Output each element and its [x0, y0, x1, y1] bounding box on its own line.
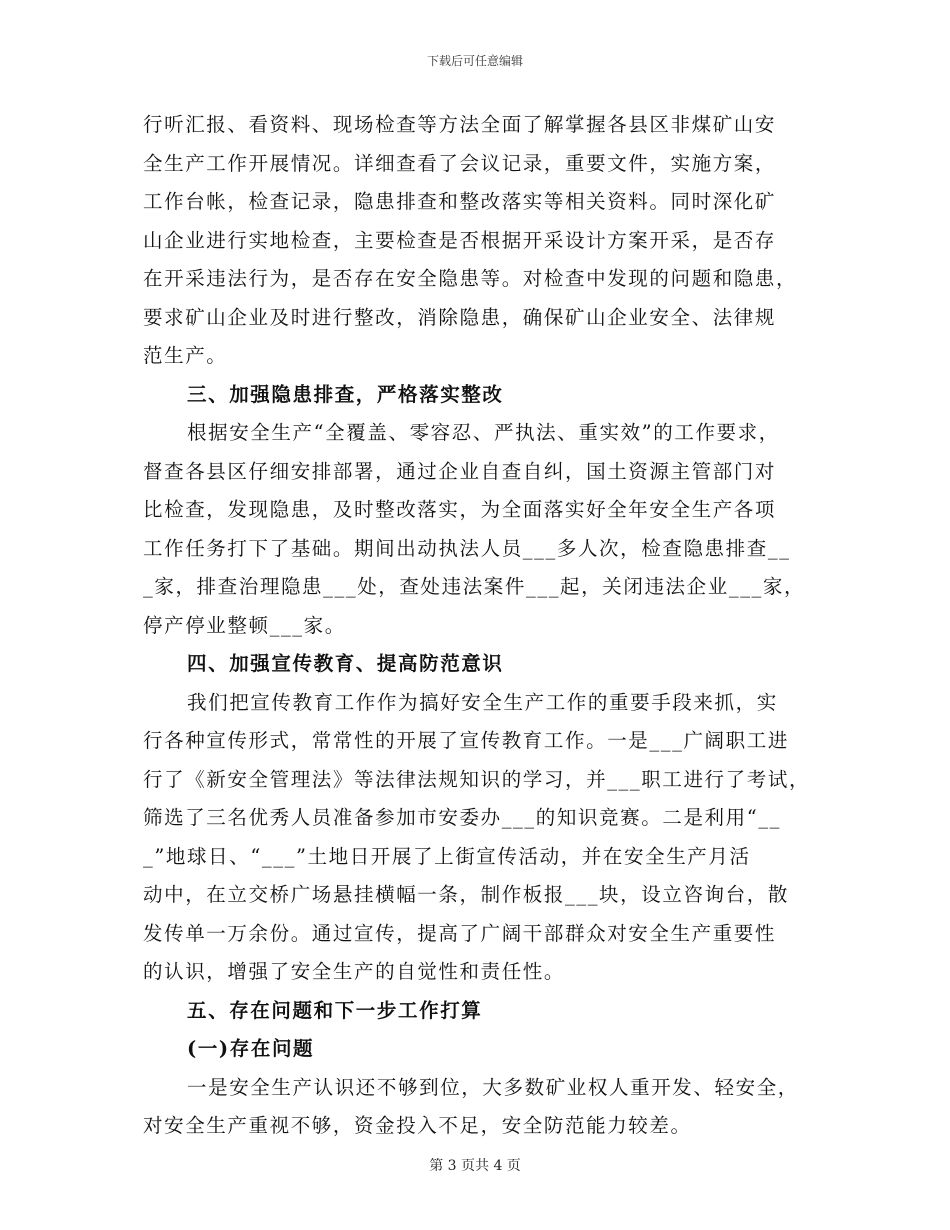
- text-line: 范生产。: [143, 344, 228, 367]
- text-line: 山企业进行实地检查，主要检查是否根据开采设计方案开采，是否存: [143, 228, 777, 252]
- text-line: 筛选了三名优秀人员准备参加市安委办___的知识竞赛。二是利用“__: [143, 806, 782, 829]
- text-line: 要求矿山企业及时进行整改，消除隐患，确保矿山企业安全、法律规: [143, 305, 777, 329]
- text-line: 工作任务打下了基础。期间出动执法人员___多人次，检查隐患排查__: [143, 536, 791, 560]
- text-line: _家，排查治理隐患___处，查处违法案件___起，关闭违法企业___家，: [143, 575, 806, 598]
- document-body: [143, 106, 823, 1146]
- text-line: 动中，在立交桥广场悬挂横幅一条，制作板报___块，设立咨询台，散: [143, 883, 789, 906]
- section-heading: (一)存在问题: [187, 1037, 315, 1060]
- page-footer: 第 3 页共 4 页: [429, 1158, 521, 1174]
- text-line: 对安全生产重视不够，资金投入不足，安全防范能力较差。: [143, 1114, 692, 1137]
- text-line: 全生产工作开展情况。详细查看了会议记录，重要文件，实施方案，: [143, 151, 777, 175]
- text-line: 比检查，发现隐患，及时整改落实，为全面落实好全年安全生产各项: [143, 498, 777, 521]
- text-line: 根据安全生产“全覆盖、零容忍、严执法、重实效”的工作要求，: [187, 421, 780, 444]
- text-line: 行听汇报、看资料、现场检查等方法全面了解掌握各县区非煤矿山安: [143, 113, 777, 136]
- text-line: 工作台帐，检查记录，隐患排查和整改落实等相关资料。同时深化矿: [143, 190, 777, 213]
- page-header: 下载后可任意编辑: [426, 54, 523, 68]
- text-line: 我们把宣传教育工作作为搞好安全生产工作的重要手段来抓，实: [187, 690, 778, 714]
- text-line: 停产停业整顿___家。: [143, 613, 346, 637]
- text-line: 行各种宣传形式，常常性的开展了宣传教育工作。一是___广阔职工进: [143, 729, 789, 752]
- text-line: 在开采违法行为，是否存在安全隐患等。对检查中发现的问题和隐患，: [143, 267, 798, 290]
- section-heading: 五、存在问题和下一步工作打算: [187, 998, 483, 1022]
- text-line: 一是安全生产认识还不够到位，大多数矿业权人重开发、轻安全，: [187, 1075, 799, 1099]
- section-heading: 四、加强宣传教育、提高防范意识: [187, 652, 504, 675]
- text-line: 行了《新安全管理法》等法律法规知识的学习，并___职工进行了考试，: [143, 767, 811, 791]
- text-line: 发传单一万余份。通过宣传，提高了广阔干部群众对安全生产重要性: [143, 921, 777, 945]
- text-line: 督查各县区仔细安排部署，通过企业自查自纠，国土资源主管部门对: [143, 459, 777, 483]
- text-line: _”地球日、“___”土地日开展了上街宣传活动，并在安全生产月活: [143, 844, 751, 868]
- text-line: 的认识，增强了安全生产的自觉性和责任性。: [143, 960, 566, 983]
- section-heading: 三、加强隐患排查，严格落实整改: [187, 382, 504, 406]
